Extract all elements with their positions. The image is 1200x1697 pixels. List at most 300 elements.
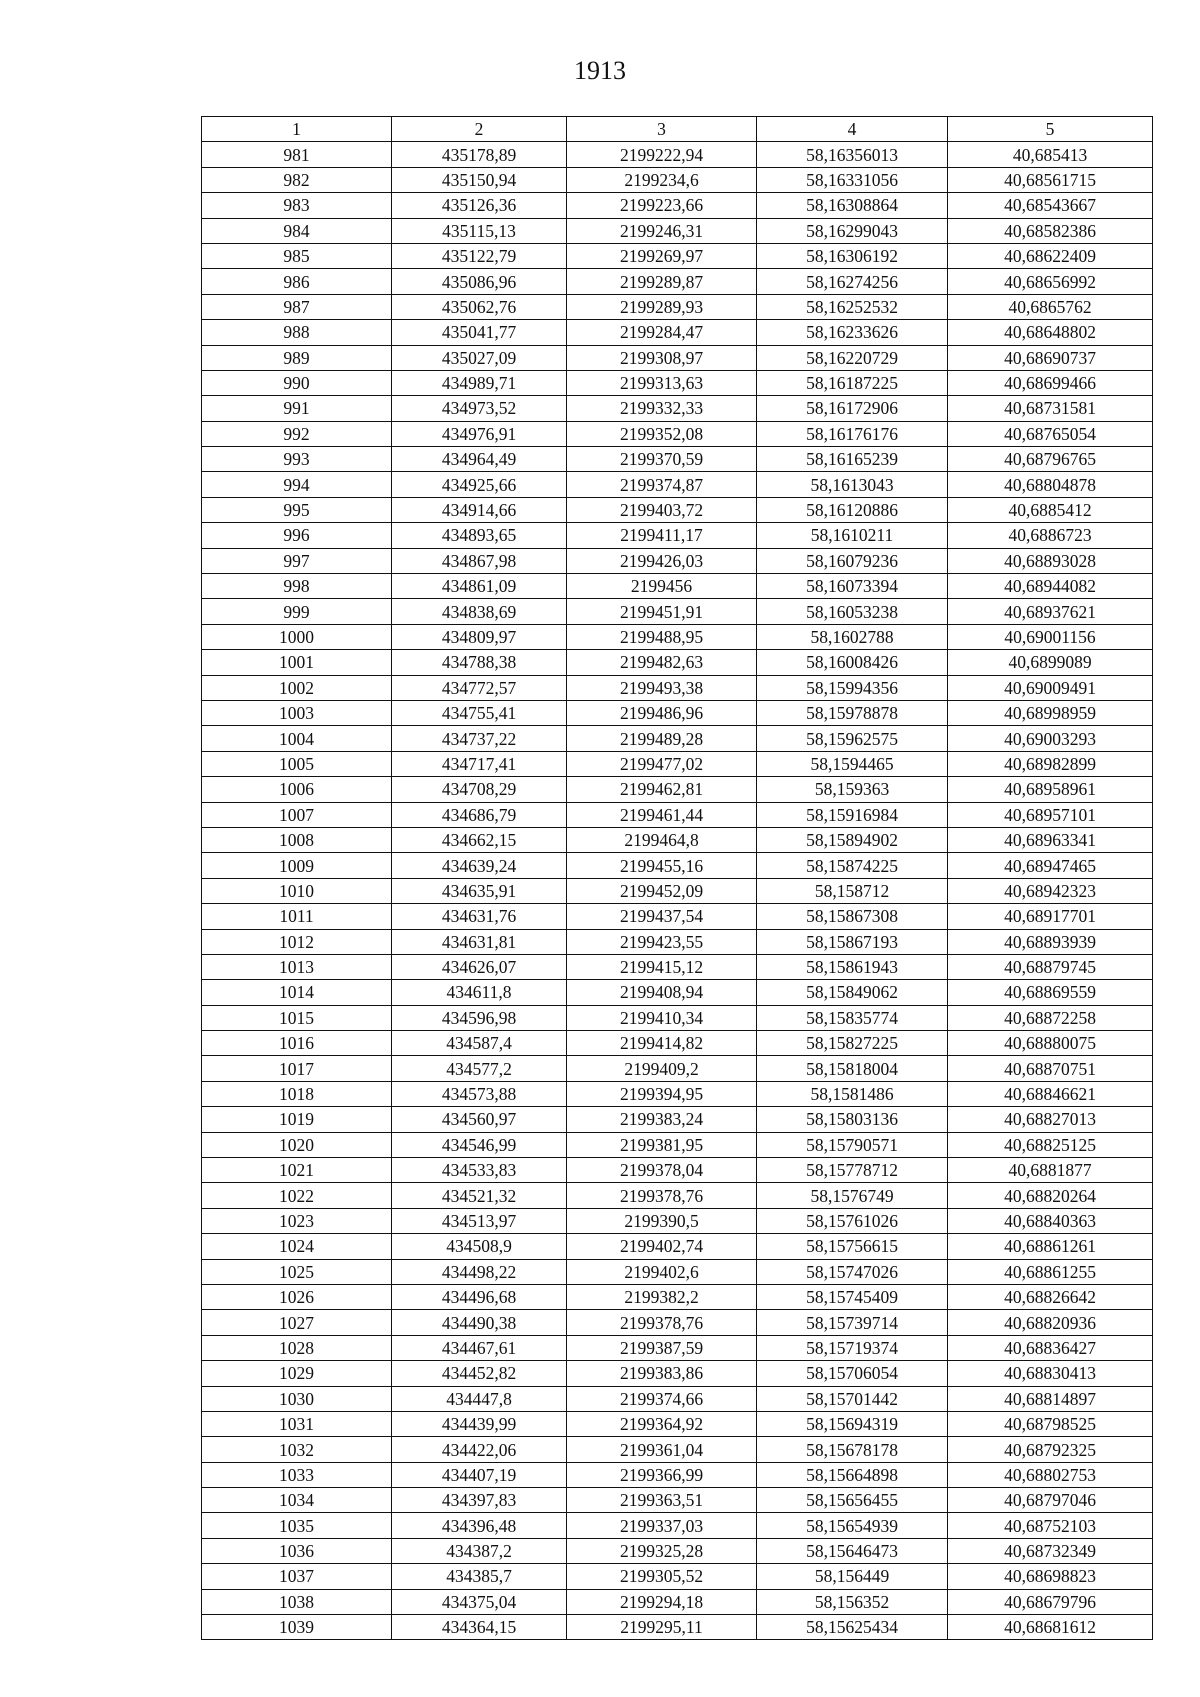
table-cell: 58,15818004 <box>757 1056 948 1081</box>
table-row <box>202 396 1153 421</box>
table-cell: 1019 <box>202 1107 392 1132</box>
table-cell: 40,68942323 <box>948 878 1153 903</box>
table-row <box>202 827 1153 852</box>
table-row <box>202 1589 1153 1614</box>
table-cell: 434973,52 <box>392 396 567 421</box>
table-cell: 2199295,11 <box>567 1615 757 1640</box>
table-row <box>202 345 1153 370</box>
table-row <box>202 1132 1153 1157</box>
table-cell: 2199493,38 <box>567 675 757 700</box>
table-cell: 2199410,34 <box>567 1005 757 1030</box>
table-cell: 40,68917701 <box>948 904 1153 929</box>
table-cell: 1007 <box>202 802 392 827</box>
table-cell: 2199370,59 <box>567 447 757 472</box>
table-cell: 2199409,2 <box>567 1056 757 1081</box>
table-cell: 2199289,93 <box>567 294 757 319</box>
table-cell: 40,68870751 <box>948 1056 1153 1081</box>
table-cell: 58,16120886 <box>757 497 948 522</box>
table-cell: 58,158712 <box>757 878 948 903</box>
table-cell: 434452,82 <box>392 1361 567 1386</box>
table-cell: 58,15747026 <box>757 1259 948 1284</box>
table-cell: 58,16274256 <box>757 269 948 294</box>
table-cell: 434893,65 <box>392 523 567 548</box>
table-cell: 1030 <box>202 1386 392 1411</box>
table-cell: 40,685413 <box>948 142 1153 167</box>
table-cell: 58,15739714 <box>757 1310 948 1335</box>
table-cell: 58,15835774 <box>757 1005 948 1030</box>
table-cell: 40,68846621 <box>948 1081 1153 1106</box>
table-cell: 435086,96 <box>392 269 567 294</box>
table-cell: 40,68957101 <box>948 802 1153 827</box>
table-cell: 2199437,54 <box>567 904 757 929</box>
table-cell: 2199402,74 <box>567 1234 757 1259</box>
table-cell: 2199337,03 <box>567 1513 757 1538</box>
table-cell: 58,1610211 <box>757 523 948 548</box>
table-cell: 58,15803136 <box>757 1107 948 1132</box>
table-cell: 2199364,92 <box>567 1411 757 1436</box>
table-cell: 2199332,33 <box>567 396 757 421</box>
table-cell: 58,15756615 <box>757 1234 948 1259</box>
table-cell: 40,68765054 <box>948 421 1153 446</box>
table-cell: 40,68797046 <box>948 1488 1153 1513</box>
table-row <box>202 1488 1153 1513</box>
table-cell: 40,68656992 <box>948 269 1153 294</box>
table-row <box>202 472 1153 497</box>
table-row <box>202 320 1153 345</box>
page-number: 1913 <box>574 56 626 85</box>
table-cell: 40,68998959 <box>948 700 1153 725</box>
table-cell: 40,68796765 <box>948 447 1153 472</box>
table-cell: 2199464,8 <box>567 827 757 852</box>
table-cell: 40,68982899 <box>948 751 1153 776</box>
column-header: 5 <box>948 117 1153 142</box>
table-cell: 58,15745409 <box>757 1284 948 1309</box>
table-cell: 992 <box>202 421 392 446</box>
table-cell: 40,68840363 <box>948 1208 1153 1233</box>
table-cell: 58,1613043 <box>757 472 948 497</box>
table-cell: 1017 <box>202 1056 392 1081</box>
table-cell: 981 <box>202 142 392 167</box>
table-cell: 2199411,17 <box>567 523 757 548</box>
table-cell: 58,15625434 <box>757 1615 948 1640</box>
table-cell: 2199361,04 <box>567 1437 757 1462</box>
table-cell: 434635,91 <box>392 878 567 903</box>
table-cell: 2199456 <box>567 574 757 599</box>
table-row <box>202 1538 1153 1563</box>
table-cell: 434611,8 <box>392 980 567 1005</box>
table-cell: 434447,8 <box>392 1386 567 1411</box>
table-cell: 40,68814897 <box>948 1386 1153 1411</box>
table-cell: 434976,91 <box>392 421 567 446</box>
table-row <box>202 954 1153 979</box>
table-cell: 989 <box>202 345 392 370</box>
table-cell: 2199383,86 <box>567 1361 757 1386</box>
table-cell: 1010 <box>202 878 392 903</box>
table-cell: 984 <box>202 218 392 243</box>
table-cell: 2199383,24 <box>567 1107 757 1132</box>
table-cell: 58,15867193 <box>757 929 948 954</box>
table-row <box>202 1284 1153 1309</box>
table-cell: 1003 <box>202 700 392 725</box>
table-cell: 435178,89 <box>392 142 567 167</box>
table-cell: 982 <box>202 167 392 192</box>
table-cell: 40,69003293 <box>948 726 1153 751</box>
table-cell: 434838,69 <box>392 599 567 624</box>
table-cell: 983 <box>202 193 392 218</box>
table-cell: 58,1581486 <box>757 1081 948 1106</box>
table-cell: 40,68836427 <box>948 1335 1153 1360</box>
table-cell: 434396,48 <box>392 1513 567 1538</box>
table-header-row <box>202 117 1153 142</box>
table-cell: 40,68543667 <box>948 193 1153 218</box>
table-cell: 1037 <box>202 1564 392 1589</box>
table-row <box>202 1437 1153 1462</box>
table-row <box>202 548 1153 573</box>
table-row <box>202 599 1153 624</box>
table-row <box>202 751 1153 776</box>
table-cell: 434521,32 <box>392 1183 567 1208</box>
table-cell: 1008 <box>202 827 392 852</box>
table-cell: 58,16073394 <box>757 574 948 599</box>
table-cell: 2199403,72 <box>567 497 757 522</box>
table-cell: 435062,76 <box>392 294 567 319</box>
table-cell: 434639,24 <box>392 853 567 878</box>
table-cell: 40,68798525 <box>948 1411 1153 1436</box>
table-cell: 435027,09 <box>392 345 567 370</box>
table-row <box>202 1310 1153 1335</box>
table-row <box>202 675 1153 700</box>
table-cell: 40,6881877 <box>948 1158 1153 1183</box>
table-cell: 58,16306192 <box>757 243 948 268</box>
table-cell: 434708,29 <box>392 777 567 802</box>
table-cell: 58,15778712 <box>757 1158 948 1183</box>
table-cell: 434573,88 <box>392 1081 567 1106</box>
table-cell: 434375,04 <box>392 1589 567 1614</box>
table-cell: 58,16299043 <box>757 218 948 243</box>
table-cell: 434662,15 <box>392 827 567 852</box>
table-cell: 58,15916984 <box>757 802 948 827</box>
table-cell: 1018 <box>202 1081 392 1106</box>
table-cell: 2199325,28 <box>567 1538 757 1563</box>
table-cell: 434387,2 <box>392 1538 567 1563</box>
table-cell: 1025 <box>202 1259 392 1284</box>
table-row <box>202 878 1153 903</box>
table-cell: 2199387,59 <box>567 1335 757 1360</box>
table-cell: 40,68825125 <box>948 1132 1153 1157</box>
table-cell: 434407,19 <box>392 1462 567 1487</box>
table-cell: 58,15827225 <box>757 1031 948 1056</box>
table-cell: 40,6886723 <box>948 523 1153 548</box>
table-cell: 434867,98 <box>392 548 567 573</box>
table-cell: 40,6885412 <box>948 497 1153 522</box>
table-cell: 1015 <box>202 1005 392 1030</box>
table-cell: 2199378,76 <box>567 1183 757 1208</box>
table-cell: 58,15664898 <box>757 1462 948 1487</box>
table-cell: 1001 <box>202 650 392 675</box>
table-cell: 58,16172906 <box>757 396 948 421</box>
table-cell: 58,16079236 <box>757 548 948 573</box>
table-cell: 996 <box>202 523 392 548</box>
table-cell: 1006 <box>202 777 392 802</box>
table-cell: 1012 <box>202 929 392 954</box>
table-row <box>202 142 1153 167</box>
table-cell: 434914,66 <box>392 497 567 522</box>
table-cell: 1024 <box>202 1234 392 1259</box>
table-cell: 1004 <box>202 726 392 751</box>
table-row <box>202 1107 1153 1132</box>
table-row <box>202 1361 1153 1386</box>
table-cell: 2199363,51 <box>567 1488 757 1513</box>
table-row <box>202 218 1153 243</box>
table-cell: 435150,94 <box>392 167 567 192</box>
table-cell: 40,68880075 <box>948 1031 1153 1056</box>
table-cell: 434513,97 <box>392 1208 567 1233</box>
table-cell: 2199414,82 <box>567 1031 757 1056</box>
table-cell: 434546,99 <box>392 1132 567 1157</box>
table-cell: 2199308,97 <box>567 345 757 370</box>
table-cell: 434467,61 <box>392 1335 567 1360</box>
table-cell: 58,15701442 <box>757 1386 948 1411</box>
table-row <box>202 929 1153 954</box>
table-cell: 434989,71 <box>392 370 567 395</box>
table-cell: 58,15994356 <box>757 675 948 700</box>
table-cell: 2199222,94 <box>567 142 757 167</box>
table-cell: 434717,41 <box>392 751 567 776</box>
table-cell: 1013 <box>202 954 392 979</box>
table-row <box>202 650 1153 675</box>
table-row <box>202 1462 1153 1487</box>
table-cell: 40,68561715 <box>948 167 1153 192</box>
table-cell: 40,68830413 <box>948 1361 1153 1386</box>
table-cell: 58,16220729 <box>757 345 948 370</box>
table-cell: 2199394,95 <box>567 1081 757 1106</box>
table-cell: 1020 <box>202 1132 392 1157</box>
table-cell: 2199289,87 <box>567 269 757 294</box>
table-cell: 58,16053238 <box>757 599 948 624</box>
table-cell: 2199382,2 <box>567 1284 757 1309</box>
table-cell: 990 <box>202 370 392 395</box>
table-cell: 40,68804878 <box>948 472 1153 497</box>
table-cell: 58,15861943 <box>757 954 948 979</box>
table-cell: 58,15719374 <box>757 1335 948 1360</box>
table-cell: 1023 <box>202 1208 392 1233</box>
table-cell: 40,68679796 <box>948 1589 1153 1614</box>
table-cell: 2199390,5 <box>567 1208 757 1233</box>
table-cell: 40,68752103 <box>948 1513 1153 1538</box>
table-cell: 58,15874225 <box>757 853 948 878</box>
table-cell: 2199378,04 <box>567 1158 757 1183</box>
table-cell: 40,68947465 <box>948 853 1153 878</box>
table-cell: 58,16165239 <box>757 447 948 472</box>
table-cell: 434686,79 <box>392 802 567 827</box>
table-row <box>202 802 1153 827</box>
table-row <box>202 523 1153 548</box>
table-cell: 434533,83 <box>392 1158 567 1183</box>
table-cell: 434422,06 <box>392 1437 567 1462</box>
table-row <box>202 726 1153 751</box>
table-cell: 993 <box>202 447 392 472</box>
table-cell: 58,156352 <box>757 1589 948 1614</box>
table-cell: 2199488,95 <box>567 624 757 649</box>
table-cell: 40,68732349 <box>948 1538 1153 1563</box>
table-cell: 58,15867308 <box>757 904 948 929</box>
table-cell: 434861,09 <box>392 574 567 599</box>
table-cell: 58,15694319 <box>757 1411 948 1436</box>
table-cell: 40,68690737 <box>948 345 1153 370</box>
table-row <box>202 193 1153 218</box>
table-cell: 40,68893939 <box>948 929 1153 954</box>
table-cell: 40,68820936 <box>948 1310 1153 1335</box>
column-header: 2 <box>392 117 567 142</box>
table-cell: 2199426,03 <box>567 548 757 573</box>
table-cell: 40,68622409 <box>948 243 1153 268</box>
table-cell: 40,68698823 <box>948 1564 1153 1589</box>
table-cell: 2199374,87 <box>567 472 757 497</box>
table-cell: 40,68944082 <box>948 574 1153 599</box>
table-cell: 58,16356013 <box>757 142 948 167</box>
table-cell: 434587,4 <box>392 1031 567 1056</box>
table-cell: 434508,9 <box>392 1234 567 1259</box>
table-row <box>202 1335 1153 1360</box>
table-cell: 435041,77 <box>392 320 567 345</box>
table-cell: 40,68699466 <box>948 370 1153 395</box>
table-cell: 2199269,97 <box>567 243 757 268</box>
table-cell: 58,16176176 <box>757 421 948 446</box>
table-cell: 58,15962575 <box>757 726 948 751</box>
column-header: 3 <box>567 117 757 142</box>
table-cell: 2199408,94 <box>567 980 757 1005</box>
table-cell: 58,16252532 <box>757 294 948 319</box>
table-cell: 2199294,18 <box>567 1589 757 1614</box>
table-row <box>202 421 1153 446</box>
table-cell: 988 <box>202 320 392 345</box>
table-cell: 434385,7 <box>392 1564 567 1589</box>
table-cell: 1014 <box>202 980 392 1005</box>
table-cell: 1028 <box>202 1335 392 1360</box>
table-row <box>202 167 1153 192</box>
table-cell: 435122,79 <box>392 243 567 268</box>
table-cell: 40,69001156 <box>948 624 1153 649</box>
table-cell: 58,15790571 <box>757 1132 948 1157</box>
table-row <box>202 269 1153 294</box>
table-cell: 58,1576749 <box>757 1183 948 1208</box>
table-row <box>202 1513 1153 1538</box>
table-cell: 1016 <box>202 1031 392 1056</box>
table-cell: 40,6899089 <box>948 650 1153 675</box>
table-cell: 58,15761026 <box>757 1208 948 1233</box>
table-cell: 434397,83 <box>392 1488 567 1513</box>
table-cell: 434560,97 <box>392 1107 567 1132</box>
table-row <box>202 777 1153 802</box>
table-cell: 1026 <box>202 1284 392 1309</box>
table-row <box>202 1615 1153 1640</box>
table-cell: 985 <box>202 243 392 268</box>
table-cell: 58,15646473 <box>757 1538 948 1563</box>
table-cell: 434364,15 <box>392 1615 567 1640</box>
column-header: 1 <box>202 117 392 142</box>
table-cell: 40,68582386 <box>948 218 1153 243</box>
table-cell: 434772,57 <box>392 675 567 700</box>
table-cell: 58,159363 <box>757 777 948 802</box>
table-row <box>202 1564 1153 1589</box>
table-cell: 40,68958961 <box>948 777 1153 802</box>
coordinates-table <box>201 116 1153 1640</box>
table-cell: 58,16331056 <box>757 167 948 192</box>
table-row <box>202 904 1153 929</box>
table-cell: 58,156449 <box>757 1564 948 1589</box>
table-cell: 58,15978878 <box>757 700 948 725</box>
table-cell: 1011 <box>202 904 392 929</box>
table-cell: 40,68937621 <box>948 599 1153 624</box>
table-row <box>202 370 1153 395</box>
table-row <box>202 294 1153 319</box>
table-cell: 40,68872258 <box>948 1005 1153 1030</box>
table-cell: 1036 <box>202 1538 392 1563</box>
table-cell: 1038 <box>202 1589 392 1614</box>
table-cell: 2199482,63 <box>567 650 757 675</box>
table-row <box>202 853 1153 878</box>
table-cell: 1027 <box>202 1310 392 1335</box>
table-cell: 1009 <box>202 853 392 878</box>
table-cell: 40,68879745 <box>948 954 1153 979</box>
table-cell: 434631,81 <box>392 929 567 954</box>
table-cell: 998 <box>202 574 392 599</box>
table-cell: 58,16308864 <box>757 193 948 218</box>
table-cell: 58,15894902 <box>757 827 948 852</box>
table-cell: 2199313,63 <box>567 370 757 395</box>
table-row <box>202 1411 1153 1436</box>
table-cell: 435126,36 <box>392 193 567 218</box>
table-cell: 1005 <box>202 751 392 776</box>
table-cell: 2199462,81 <box>567 777 757 802</box>
table-cell: 434496,68 <box>392 1284 567 1309</box>
table-cell: 2199374,66 <box>567 1386 757 1411</box>
table-cell: 2199402,6 <box>567 1259 757 1284</box>
table-cell: 40,68681612 <box>948 1615 1153 1640</box>
table-cell: 1031 <box>202 1411 392 1436</box>
table-row <box>202 980 1153 1005</box>
table-cell: 2199489,28 <box>567 726 757 751</box>
table-cell: 58,15849062 <box>757 980 948 1005</box>
table-cell: 434631,76 <box>392 904 567 929</box>
table-cell: 58,15678178 <box>757 1437 948 1462</box>
table-cell: 58,16008426 <box>757 650 948 675</box>
table-row <box>202 1056 1153 1081</box>
table-cell: 40,68861261 <box>948 1234 1153 1259</box>
table-cell: 40,69009491 <box>948 675 1153 700</box>
table-cell: 40,6865762 <box>948 294 1153 319</box>
table-cell: 434490,38 <box>392 1310 567 1335</box>
table-cell: 40,68792325 <box>948 1437 1153 1462</box>
table-row <box>202 1208 1153 1233</box>
table-cell: 58,15654939 <box>757 1513 948 1538</box>
table-cell: 2199461,44 <box>567 802 757 827</box>
table-cell: 1034 <box>202 1488 392 1513</box>
table-row <box>202 1259 1153 1284</box>
table-cell: 1000 <box>202 624 392 649</box>
table-row <box>202 1031 1153 1056</box>
table-cell: 40,68826642 <box>948 1284 1153 1309</box>
table-cell: 434755,41 <box>392 700 567 725</box>
table-cell: 58,15656455 <box>757 1488 948 1513</box>
table-cell: 40,68893028 <box>948 548 1153 573</box>
table-cell: 434925,66 <box>392 472 567 497</box>
table-cell: 999 <box>202 599 392 624</box>
table-row <box>202 574 1153 599</box>
table-cell: 995 <box>202 497 392 522</box>
table-cell: 2199234,6 <box>567 167 757 192</box>
table-row <box>202 447 1153 472</box>
